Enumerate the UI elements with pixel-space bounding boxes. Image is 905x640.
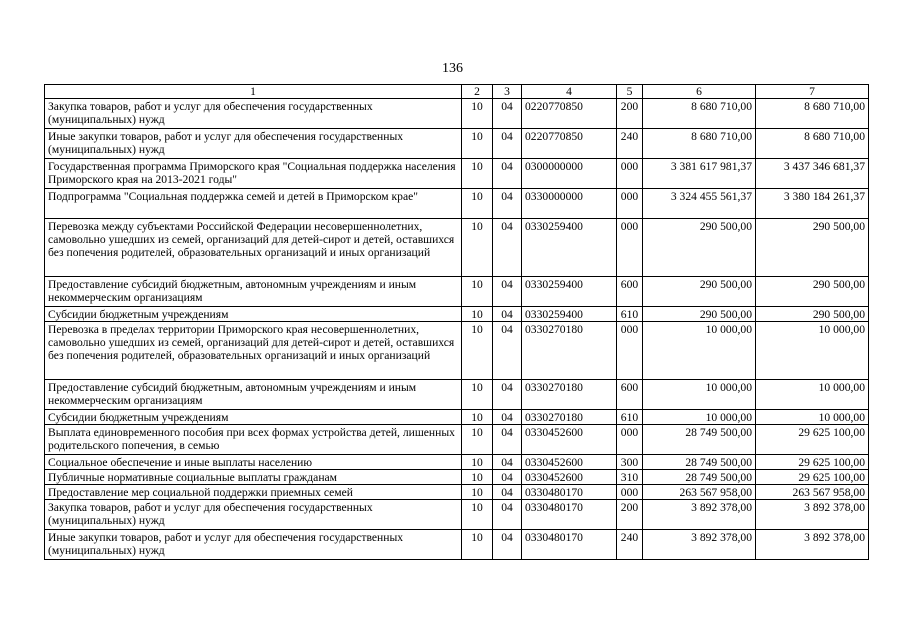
section-code-cell: 10 xyxy=(462,470,493,485)
expense-name-cell: Закупка товаров, работ и услуг для обеспечения государственных (муниципальных) нужд xyxy=(45,99,462,129)
expense-name-cell: Предоставление субсидий бюджетным, автономным учреждениям и иным некоммерческим организациям xyxy=(45,380,462,410)
column-number: 1 xyxy=(45,85,462,99)
amount-year2-cell: 8 680 710,00 xyxy=(756,129,869,159)
target-article-code-cell: 0300000000 xyxy=(522,159,617,189)
section-code-cell: 10 xyxy=(462,307,493,322)
target-article-code-cell: 0330270180 xyxy=(522,380,617,410)
section-code-cell: 10 xyxy=(462,159,493,189)
table-row xyxy=(45,470,869,485)
section-code-cell: 10 xyxy=(462,129,493,159)
table-row xyxy=(45,485,869,500)
section-code-cell: 10 xyxy=(462,425,493,455)
section-code-cell: 10 xyxy=(462,219,493,277)
column-number: 2 xyxy=(462,85,493,99)
target-article-code-cell: 0330259400 xyxy=(522,219,617,277)
amount-year2-cell: 290 500,00 xyxy=(756,277,869,307)
table-row xyxy=(45,530,869,560)
expense-name-cell: Социальное обеспечение и иные выплаты населению xyxy=(45,455,462,470)
amount-year2-cell: 290 500,00 xyxy=(756,219,869,277)
table-row xyxy=(45,307,869,322)
section-code-cell: 10 xyxy=(462,455,493,470)
amount-year1-cell: 290 500,00 xyxy=(643,277,756,307)
column-number: 4 xyxy=(522,85,617,99)
amount-year2-cell: 263 567 958,00 xyxy=(756,485,869,500)
column-number: 6 xyxy=(643,85,756,99)
amount-year2-cell: 10 000,00 xyxy=(756,322,869,380)
table-row xyxy=(45,410,869,425)
amount-year1-cell: 3 892 378,00 xyxy=(643,500,756,530)
expense-type-code-cell: 300 xyxy=(617,455,643,470)
subsection-code-cell: 04 xyxy=(493,189,522,219)
subsection-code-cell: 04 xyxy=(493,425,522,455)
expense-name-cell: Закупка товаров, работ и услуг для обеспечения государственных (муниципальных) нужд xyxy=(45,500,462,530)
column-number-header-row xyxy=(45,85,869,99)
section-code-cell: 10 xyxy=(462,322,493,380)
target-article-code-cell: 0330452600 xyxy=(522,425,617,455)
target-article-code-cell: 0330480170 xyxy=(522,500,617,530)
table-row xyxy=(45,380,869,410)
target-article-code-cell: 0330480170 xyxy=(522,485,617,500)
column-number: 5 xyxy=(617,85,643,99)
section-code-cell: 10 xyxy=(462,380,493,410)
target-article-code-cell: 0330452600 xyxy=(522,455,617,470)
expense-type-code-cell: 610 xyxy=(617,410,643,425)
expense-name-cell: Публичные нормативные социальные выплаты гражданам xyxy=(45,470,462,485)
table-row xyxy=(45,425,869,455)
target-article-code-cell: 0220770850 xyxy=(522,99,617,129)
expense-type-code-cell: 240 xyxy=(617,129,643,159)
expense-type-code-cell: 000 xyxy=(617,219,643,277)
table-row xyxy=(45,277,869,307)
subsection-code-cell: 04 xyxy=(493,322,522,380)
amount-year1-cell: 10 000,00 xyxy=(643,322,756,380)
section-code-cell: 10 xyxy=(462,410,493,425)
amount-year2-cell: 29 625 100,00 xyxy=(756,425,869,455)
expense-type-code-cell: 000 xyxy=(617,322,643,380)
section-code-cell: 10 xyxy=(462,277,493,307)
target-article-code-cell: 0330259400 xyxy=(522,277,617,307)
expense-type-code-cell: 000 xyxy=(617,425,643,455)
amount-year1-cell: 28 749 500,00 xyxy=(643,455,756,470)
subsection-code-cell: 04 xyxy=(493,159,522,189)
subsection-code-cell: 04 xyxy=(493,99,522,129)
expense-type-code-cell: 310 xyxy=(617,470,643,485)
expense-type-code-cell: 600 xyxy=(617,277,643,307)
target-article-code-cell: 0330270180 xyxy=(522,322,617,380)
amount-year1-cell: 28 749 500,00 xyxy=(643,470,756,485)
expense-name-cell: Иные закупки товаров, работ и услуг для обеспечения государственных (муниципальных) нужд xyxy=(45,530,462,560)
amount-year2-cell: 290 500,00 xyxy=(756,307,869,322)
table-row xyxy=(45,500,869,530)
section-code-cell: 10 xyxy=(462,189,493,219)
expense-type-code-cell: 240 xyxy=(617,530,643,560)
subsection-code-cell: 04 xyxy=(493,307,522,322)
amount-year1-cell: 10 000,00 xyxy=(643,380,756,410)
expense-name-cell: Субсидии бюджетным учреждениям xyxy=(45,410,462,425)
expense-name-cell: Предоставление субсидий бюджетным, автономным учреждениям и иным некоммерческим организациям xyxy=(45,277,462,307)
amount-year1-cell: 10 000,00 xyxy=(643,410,756,425)
expense-name-cell: Перевозка между субъектами Российской Федерации несовершеннолетних, самовольно ушедших из семей, организаций для детей-сирот и детей, оставшихся без попечения родителей, образовательных организаций и иных организаций xyxy=(45,219,462,277)
amount-year2-cell: 3 892 378,00 xyxy=(756,530,869,560)
target-article-code-cell: 0330000000 xyxy=(522,189,617,219)
section-code-cell: 10 xyxy=(462,99,493,129)
target-article-code-cell: 0220770850 xyxy=(522,129,617,159)
section-code-cell: 10 xyxy=(462,530,493,560)
expense-name-cell: Иные закупки товаров, работ и услуг для обеспечения государственных (муниципальных) нужд xyxy=(45,129,462,159)
expense-name-cell: Предоставление мер социальной поддержки приемных семей xyxy=(45,485,462,500)
target-article-code-cell: 0330480170 xyxy=(522,530,617,560)
expense-name-cell: Субсидии бюджетным учреждениям xyxy=(45,307,462,322)
subsection-code-cell: 04 xyxy=(493,530,522,560)
amount-year1-cell: 3 381 617 981,37 xyxy=(643,159,756,189)
expense-type-code-cell: 610 xyxy=(617,307,643,322)
page-number: 136 xyxy=(442,61,463,76)
expense-type-code-cell: 000 xyxy=(617,189,643,219)
amount-year1-cell: 28 749 500,00 xyxy=(643,425,756,455)
expense-name-cell: Выплата единовременного пособия при всех формах устройства детей, лишенных родительского попечения, в семью xyxy=(45,425,462,455)
amount-year2-cell: 29 625 100,00 xyxy=(756,455,869,470)
expense-name-cell: Перевозка в пределах территории Приморского края несовершеннолетних, самовольно ушедших из семей, организаций для детей-сирот и детей, оставшихся без попечения родителей, образовательных организаций и иных организаций xyxy=(45,322,462,380)
expense-name-cell: Государственная программа Приморского края "Социальная поддержка населения Приморского края на 2013-2021 годы" xyxy=(45,159,462,189)
column-number: 7 xyxy=(756,85,869,99)
target-article-code-cell: 0330259400 xyxy=(522,307,617,322)
table-row xyxy=(45,189,869,219)
amount-year2-cell: 10 000,00 xyxy=(756,380,869,410)
expense-type-code-cell: 000 xyxy=(617,485,643,500)
subsection-code-cell: 04 xyxy=(493,455,522,470)
amount-year1-cell: 8 680 710,00 xyxy=(643,99,756,129)
subsection-code-cell: 04 xyxy=(493,380,522,410)
amount-year2-cell: 29 625 100,00 xyxy=(756,470,869,485)
amount-year2-cell: 3 437 346 681,37 xyxy=(756,159,869,189)
table-row xyxy=(45,455,869,470)
expense-type-code-cell: 600 xyxy=(617,380,643,410)
table-row xyxy=(45,322,869,380)
amount-year2-cell: 10 000,00 xyxy=(756,410,869,425)
amount-year1-cell: 8 680 710,00 xyxy=(643,129,756,159)
amount-year2-cell: 3 892 378,00 xyxy=(756,500,869,530)
amount-year2-cell: 8 680 710,00 xyxy=(756,99,869,129)
table-row xyxy=(45,99,869,129)
target-article-code-cell: 0330452600 xyxy=(522,470,617,485)
subsection-code-cell: 04 xyxy=(493,129,522,159)
amount-year1-cell: 3 324 455 561,37 xyxy=(643,189,756,219)
section-code-cell: 10 xyxy=(462,500,493,530)
amount-year1-cell: 263 567 958,00 xyxy=(643,485,756,500)
column-number: 3 xyxy=(493,85,522,99)
target-article-code-cell: 0330270180 xyxy=(522,410,617,425)
subsection-code-cell: 04 xyxy=(493,470,522,485)
subsection-code-cell: 04 xyxy=(493,219,522,277)
subsection-code-cell: 04 xyxy=(493,485,522,500)
budget-table xyxy=(44,84,869,560)
amount-year1-cell: 290 500,00 xyxy=(643,307,756,322)
section-code-cell: 10 xyxy=(462,485,493,500)
amount-year1-cell: 3 892 378,00 xyxy=(643,530,756,560)
expense-name-cell: Подпрограмма "Социальная поддержка семей и детей в Приморском крае" xyxy=(45,189,462,219)
expense-type-code-cell: 200 xyxy=(617,500,643,530)
amount-year2-cell: 3 380 184 261,37 xyxy=(756,189,869,219)
table-row xyxy=(45,129,869,159)
subsection-code-cell: 04 xyxy=(493,410,522,425)
table-row xyxy=(45,159,869,189)
expense-type-code-cell: 000 xyxy=(617,159,643,189)
subsection-code-cell: 04 xyxy=(493,277,522,307)
subsection-code-cell: 04 xyxy=(493,500,522,530)
table-row xyxy=(45,219,869,277)
expense-type-code-cell: 200 xyxy=(617,99,643,129)
amount-year1-cell: 290 500,00 xyxy=(643,219,756,277)
